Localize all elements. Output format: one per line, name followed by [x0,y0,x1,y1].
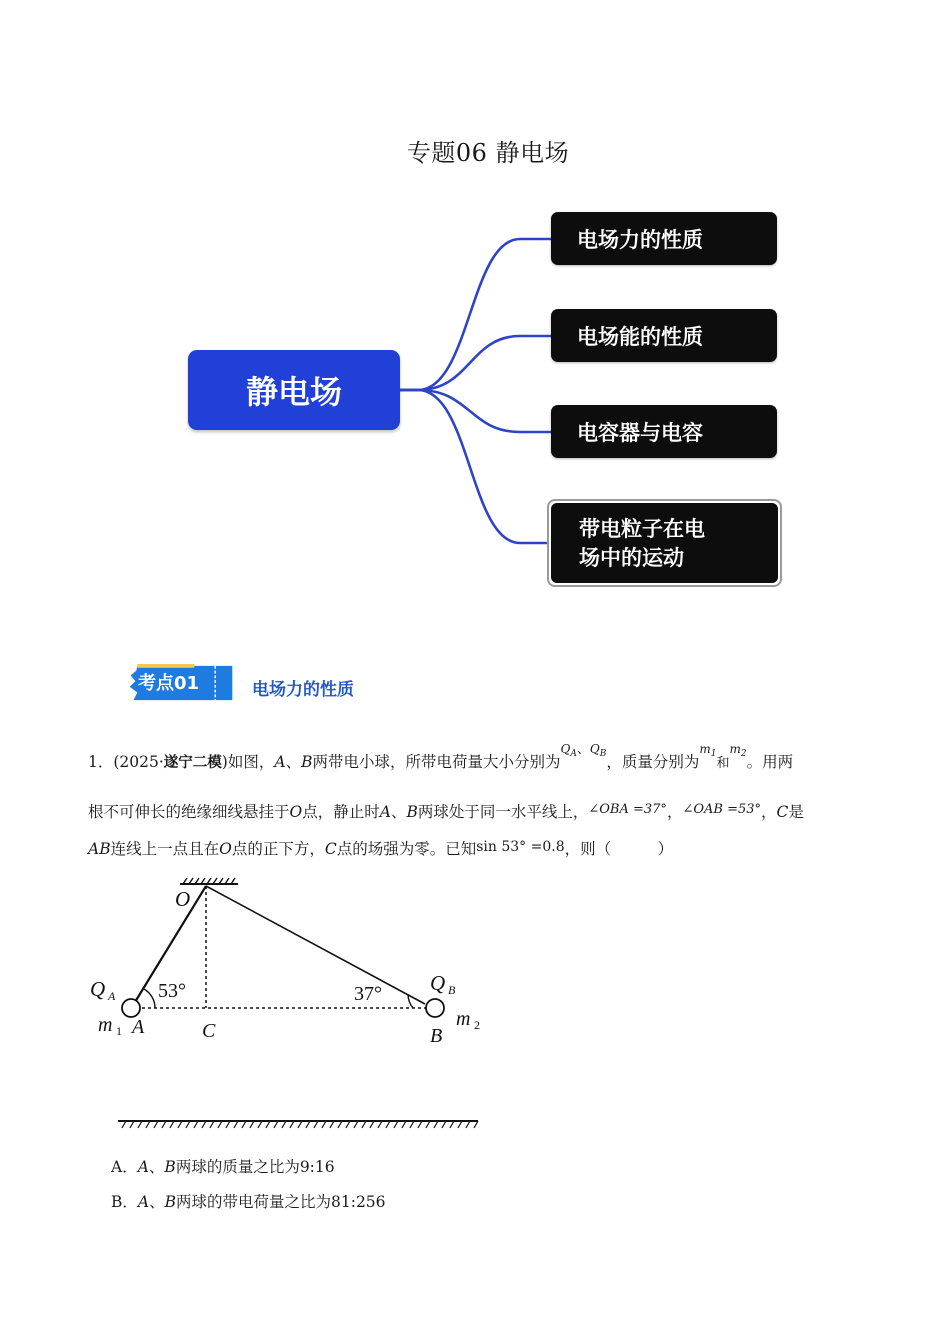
page-title: 专题06 静电场 [406,139,570,167]
fig-label-C: C [202,1020,216,1042]
mindmap-connectors [0,0,950,620]
fig-label-m1: m [98,1014,113,1036]
kaodian-title: 电场力的性质 [252,680,354,700]
svg-text:A: A [108,989,116,1003]
fig-angle-53: 53° [158,980,186,1002]
mindmap-branch-4-line-2: 场中的运动 [579,546,684,570]
mindmap-branch-4 [547,499,782,587]
question-line-1: 1．(2025·遂宁二模)如图，A、B两带电小球，所带电荷量大小分别为$Q_A$、$Q_B$，质量分别为$m_1$和$m_2$。用两 [88,742,794,771]
fig-label-A: A [132,1016,145,1038]
svg-text:1: 1 [116,1024,122,1038]
fig-label-B: B [430,1025,443,1047]
option-a[interactable]: A．A、B两球的质量之比为9:16 [111,1158,335,1176]
physics-figure [80,870,500,1140]
mindmap-branch-1: 电场力的性质 [551,212,777,265]
fig-label-QA: Q [90,977,106,1001]
kaodian-tag: 考点01 [138,673,200,694]
question-line-3: AB连线上一点且在O点的正下方，C点的场强为零。已知sin 53° =0.8，则（ ） [88,839,674,858]
angle-OAB: ∠OAB =53° [682,802,762,817]
fig-angle-37: 37° [354,983,382,1005]
svg-text:2: 2 [474,1018,480,1032]
fig-label-O: O [175,887,191,911]
fig-label-m2: m [456,1008,471,1030]
fig-label-QB: Q [430,971,446,995]
mindmap-branch-2: 电场能的性质 [551,309,777,362]
angle-OBA: ∠OBA =37° [588,802,667,817]
question-source: 遂宁二模 [163,755,222,771]
option-b[interactable]: B．A、B两球的带电荷量之比为81:256 [111,1193,386,1211]
question-line-2: 根不可伸长的绝缘细线悬挂于O点，静止时A、B两球处于同一水平线上，$^{\angle OBA =37^\circ}$，$^{\angle OAB =53^\circ}$，C是 [88,802,804,821]
mindmap-branch-4-line-1: 带电粒子在电 [579,517,705,541]
question-number: 1． [88,753,114,771]
sin-formula: sin 53° =0.8 [476,839,565,855]
mindmap-root: 静电场 [188,350,400,430]
mindmap-branch-3: 电容器与电容 [551,405,777,458]
svg-text:B: B [448,983,456,997]
